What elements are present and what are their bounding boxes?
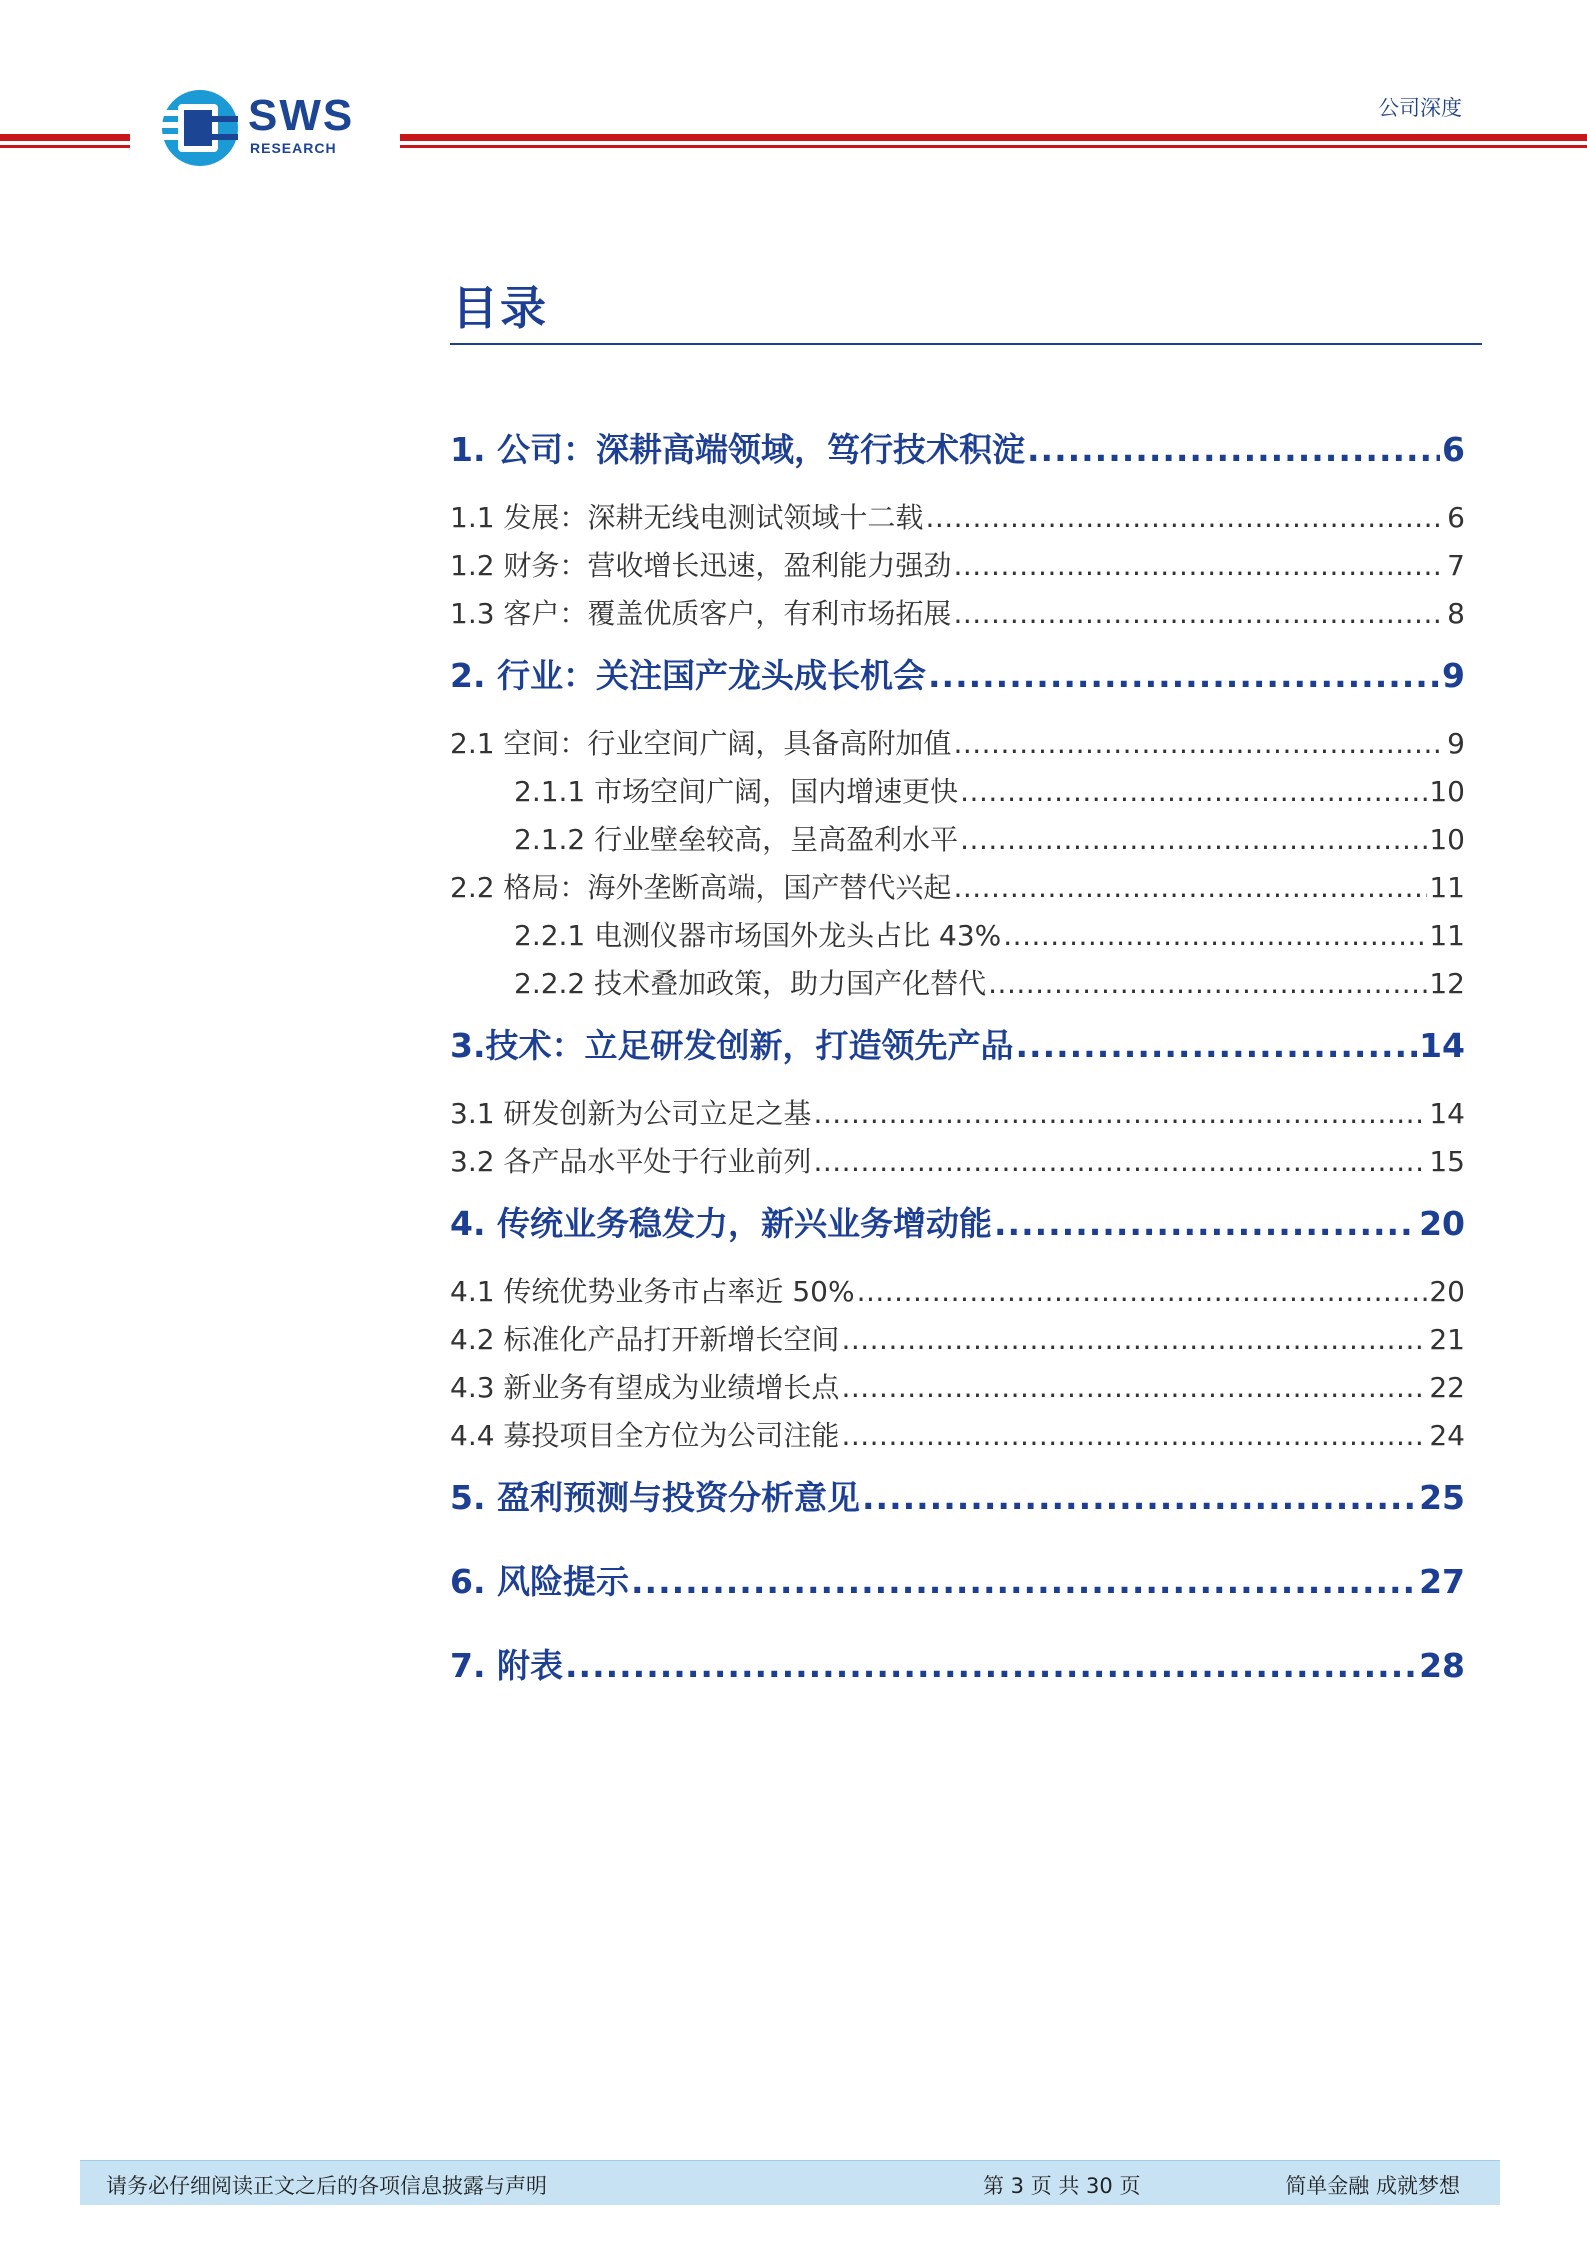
toc-dot-leader <box>1003 917 1427 955</box>
toc-entry-level2[interactable] <box>450 547 1465 585</box>
toc-entry-label: 2.2.1 电测仪器市场国外龙头占比 43% <box>514 919 1002 952</box>
toc-entry-level2[interactable] <box>450 725 1465 763</box>
toc-entry-page: 9 <box>1447 727 1465 760</box>
toc-entry-level1[interactable] <box>450 654 1465 698</box>
toc-entry-label: 2. 行业：关注国产龙头成长机会 <box>450 656 926 695</box>
toc-entry-page: 25 <box>1419 1478 1465 1517</box>
toc-entry-page: 11 <box>1429 871 1465 904</box>
toc-entry-level1[interactable] <box>450 1560 1465 1604</box>
toc-entry-level3[interactable] <box>450 917 1465 955</box>
toc-entry-label: 1.2 财务：营收增长迅速，盈利能力强劲 <box>450 549 952 582</box>
toc-dot-leader <box>928 654 1440 698</box>
toc-dot-leader <box>565 1644 1417 1688</box>
toc-entry-level2[interactable] <box>450 1321 1465 1359</box>
toc-entry-level2[interactable] <box>450 1095 1465 1133</box>
toc-entry-page: 27 <box>1419 1562 1465 1601</box>
toc-entry-label: 1.3 客户：覆盖优质客户，有利市场拓展 <box>450 597 952 630</box>
sws-globe-icon <box>160 88 240 168</box>
toc-entry-label: 4. 传统业务稳发力，新兴业务增动能 <box>450 1204 992 1243</box>
toc-entry-page: 8 <box>1447 597 1465 630</box>
toc-entry-level3[interactable] <box>450 821 1465 859</box>
logo-subtitle: RESEARCH <box>250 140 337 156</box>
toc-dot-leader <box>994 1202 1417 1246</box>
toc-entry-level1[interactable] <box>450 428 1465 472</box>
page-header <box>0 0 1587 180</box>
toc-dot-leader <box>631 1560 1417 1604</box>
toc-entry-label: 4.4 募投项目全方位为公司注能 <box>450 1419 840 1452</box>
footer-page-number: 第 3 页 共 30 页 <box>983 2174 1141 2198</box>
toc-entry-level1[interactable] <box>450 1644 1465 1688</box>
toc-entry-label: 4.2 标准化产品打开新增长空间 <box>450 1323 840 1356</box>
toc-entry-page: 6 <box>1447 501 1465 534</box>
toc-entry-page: 20 <box>1419 1204 1465 1243</box>
toc-entry-level2[interactable] <box>450 595 1465 633</box>
toc-entry-level1[interactable] <box>450 1024 1465 1068</box>
toc-entry-label: 2.2.2 技术叠加政策，助力国产化替代 <box>514 967 987 1000</box>
toc-entry-label: 6. 风险提示 <box>450 1562 629 1601</box>
toc-entry-page: 24 <box>1429 1419 1465 1452</box>
toc-entry-level2[interactable] <box>450 499 1465 537</box>
toc-dot-leader <box>953 725 1445 763</box>
toc-dot-leader <box>813 1095 1427 1133</box>
toc-dot-leader <box>841 1417 1427 1455</box>
toc-entry-level3[interactable] <box>450 965 1465 1003</box>
toc-entry-level2[interactable] <box>450 1417 1465 1455</box>
page-footer <box>80 2160 1500 2205</box>
toc-title: 目录 <box>452 281 548 335</box>
toc-entry-label: 2.1.2 行业壁垒较高，呈高盈利水平 <box>514 823 959 856</box>
toc-entry-page: 7 <box>1447 549 1465 582</box>
toc-entry-level3[interactable] <box>450 773 1465 811</box>
toc-entry-page: 21 <box>1429 1323 1465 1356</box>
toc-entry-level2[interactable] <box>450 1273 1465 1311</box>
toc-dot-leader <box>925 499 1445 537</box>
header-rule-right <box>400 134 1587 148</box>
toc-dot-leader <box>960 773 1427 811</box>
toc-entry-page: 10 <box>1429 823 1465 856</box>
toc-entry-page: 10 <box>1429 775 1465 808</box>
toc-entry-page: 14 <box>1419 1026 1465 1065</box>
toc-entry-page: 11 <box>1429 919 1465 952</box>
toc-entry-label: 2.1 空间：行业空间广阔，具备高附加值 <box>450 727 952 760</box>
footer-disclaimer: 请务必仔细阅读正文之后的各项信息披露与声明 <box>106 2174 547 2198</box>
toc-entry-page: 22 <box>1429 1371 1465 1404</box>
toc-entry-level2[interactable] <box>450 1143 1465 1181</box>
toc-entry-label: 3.技术：立足研发创新，打造领先产品 <box>450 1026 1014 1065</box>
toc-dot-leader <box>1016 1024 1418 1068</box>
toc-entry-label: 3.2 各产品水平处于行业前列 <box>450 1145 812 1178</box>
toc-entry-label: 1.1 发展：深耕无线电测试领域十二载 <box>450 501 924 534</box>
toc-entry-page: 15 <box>1429 1145 1465 1178</box>
toc-entry-label: 4.1 传统优势业务市占率近 50% <box>450 1275 855 1308</box>
toc-dot-leader <box>953 869 1427 907</box>
sws-logo <box>160 88 390 168</box>
toc-entry-level2[interactable] <box>450 869 1465 907</box>
report-type-label: 公司深度 <box>1378 96 1462 120</box>
header-rule-left <box>0 134 130 148</box>
toc-dot-leader <box>953 547 1445 585</box>
toc-entry-level1[interactable] <box>450 1202 1465 1246</box>
toc-entry-page: 6 <box>1442 430 1465 469</box>
toc-entry-label: 5. 盈利预测与投资分析意见 <box>450 1478 860 1517</box>
toc-dot-leader <box>988 965 1427 1003</box>
toc-title-rule <box>450 343 1482 345</box>
logo-wordmark: SWS <box>248 91 355 140</box>
toc-entry-level1[interactable] <box>450 1476 1465 1520</box>
toc-dot-leader <box>857 1273 1428 1311</box>
toc-entry-page: 20 <box>1429 1275 1465 1308</box>
footer-slogan: 简单金融 成就梦想 <box>1285 2174 1460 2198</box>
toc-dot-leader <box>953 595 1445 633</box>
toc-entry-label: 2.2 格局：海外垄断高端，国产替代兴起 <box>450 871 952 904</box>
toc-entry-page: 12 <box>1429 967 1465 1000</box>
toc-entry-label: 2.1.1 市场空间广阔，国内增速更快 <box>514 775 959 808</box>
toc-dot-leader <box>1027 428 1440 472</box>
toc-entry-level2[interactable] <box>450 1369 1465 1407</box>
toc-entry-page: 28 <box>1419 1646 1465 1685</box>
toc-entry-label: 7. 附表 <box>450 1646 563 1685</box>
toc-dot-leader <box>841 1321 1427 1359</box>
toc-dot-leader <box>813 1143 1427 1181</box>
toc-dot-leader <box>841 1369 1427 1407</box>
toc-entry-page: 14 <box>1429 1097 1465 1130</box>
toc-dot-leader <box>862 1476 1417 1520</box>
toc-entry-label: 4.3 新业务有望成为业绩增长点 <box>450 1371 840 1404</box>
toc-entry-page: 9 <box>1442 656 1465 695</box>
toc-entry-label: 3.1 研发创新为公司立足之基 <box>450 1097 812 1130</box>
toc-dot-leader <box>960 821 1427 859</box>
toc-entry-label: 1. 公司：深耕高端领域，笃行技术积淀 <box>450 430 1025 469</box>
